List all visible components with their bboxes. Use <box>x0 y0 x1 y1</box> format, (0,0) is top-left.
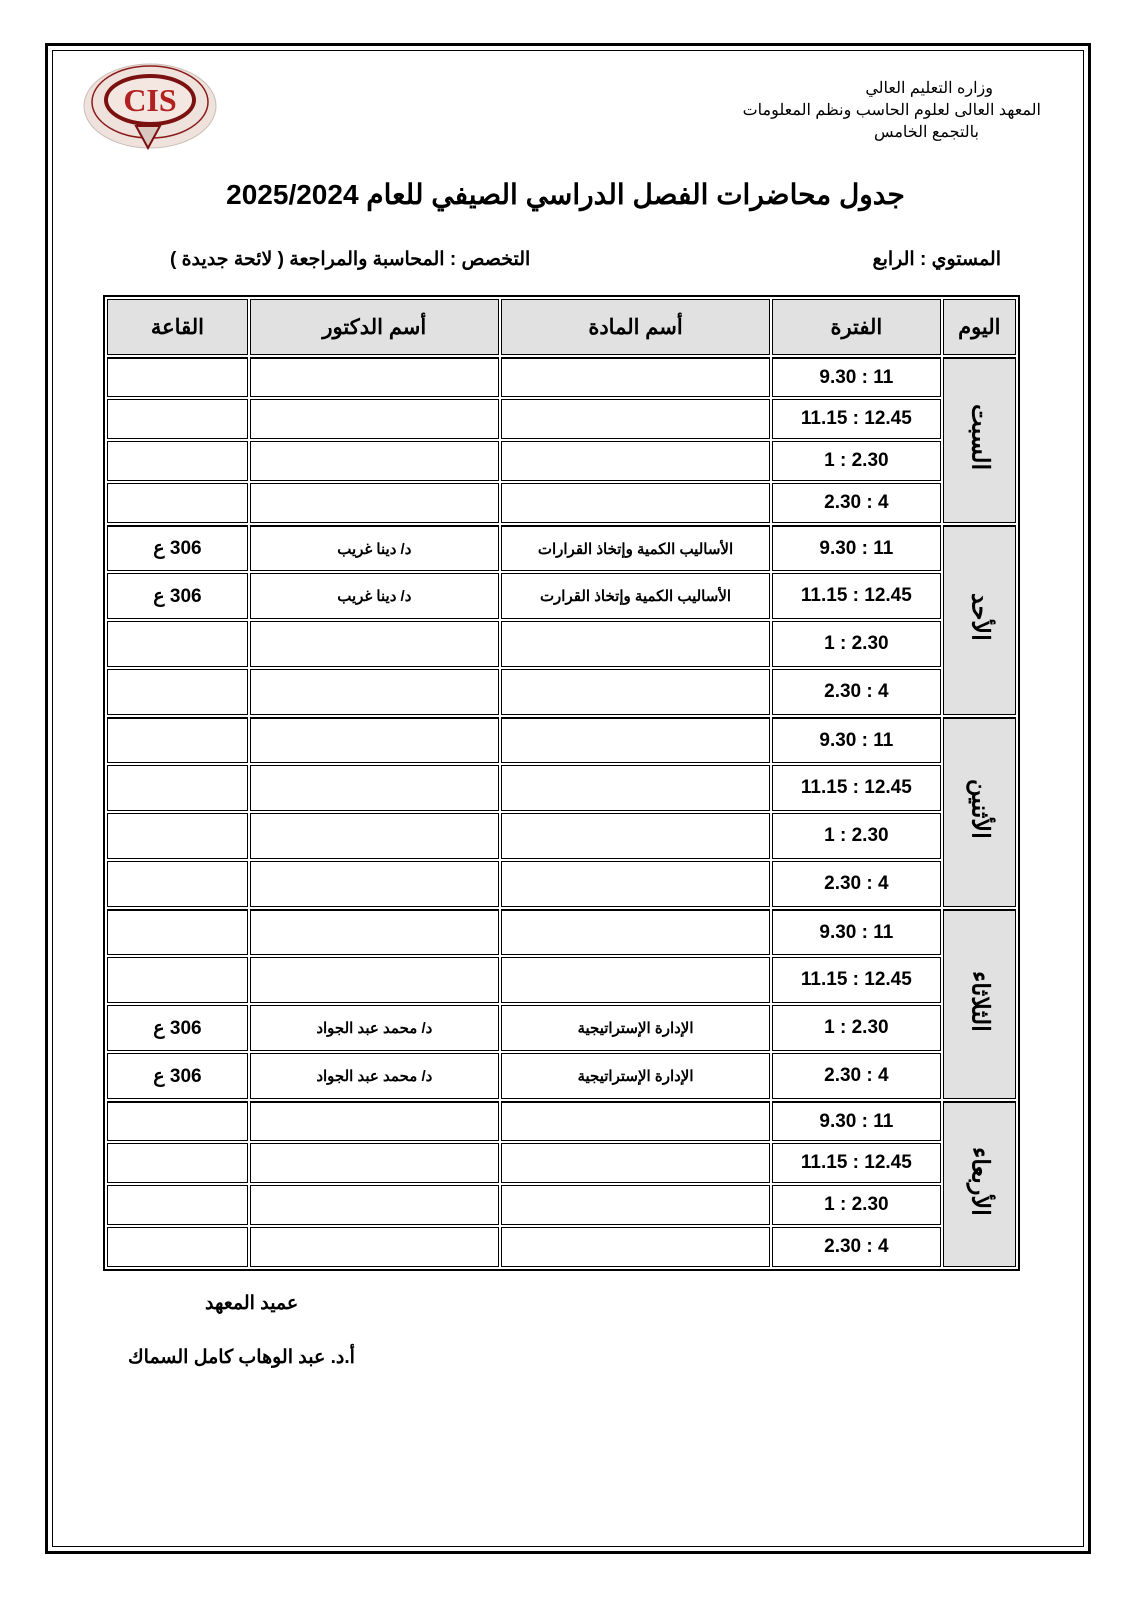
subject-cell <box>501 669 770 715</box>
table-row <box>107 813 1016 859</box>
doctor-cell <box>250 399 499 439</box>
period-cell: 11.15 : 12.45 <box>772 957 940 1003</box>
day-cell <box>943 357 1016 523</box>
period-cell: 9.30 : 11 <box>772 525 940 571</box>
doctor-cell <box>250 1101 499 1141</box>
room-cell <box>107 1143 248 1183</box>
dean-name: أ.د. عبد الوهاب كامل السماك <box>128 1347 355 1368</box>
doctor-cell <box>250 717 499 763</box>
doctor-cell <box>250 1143 499 1183</box>
room-cell <box>107 669 248 715</box>
period-cell: 1 : 2.30 <box>772 621 940 667</box>
dean-title: عميد المعهد <box>205 1293 299 1314</box>
period-cell: 9.30 : 11 <box>772 909 940 955</box>
doctor-cell: د/ محمد عبد الجواد <box>250 1005 499 1051</box>
subject-cell <box>501 957 770 1003</box>
day-label: الثلاثاء <box>966 970 994 1032</box>
period-cell: 2.30 : 4 <box>772 1053 940 1099</box>
doctor-cell: د/ دينا غريب <box>250 525 499 571</box>
period-cell: 1 : 2.30 <box>772 813 940 859</box>
room-cell <box>107 717 248 763</box>
table-row <box>107 1185 1016 1225</box>
day-cell <box>943 717 1016 907</box>
table-row <box>107 357 1016 397</box>
subject-cell <box>501 765 770 811</box>
subject-cell <box>501 813 770 859</box>
room-cell <box>107 813 248 859</box>
doctor-cell <box>250 621 499 667</box>
room-cell <box>107 1227 248 1267</box>
column-header-room: القاعة <box>107 299 248 355</box>
doctor-cell <box>250 441 499 481</box>
period-cell: 9.30 : 11 <box>772 357 940 397</box>
page-title: جدول محاضرات الفصل الدراسي الصيفي للعام 2025/2024 <box>226 179 905 210</box>
table-row <box>107 957 1016 1003</box>
room-cell <box>107 957 248 1003</box>
doctor-cell <box>250 957 499 1003</box>
table-row <box>107 1005 1016 1051</box>
specialization-label: التخصص : المحاسبة والمراجعة ( لائحة جديدة ) <box>170 249 531 270</box>
level-label: المستوي : الرابع <box>872 249 1001 270</box>
table-header-row <box>107 299 1016 355</box>
day-label: السبت <box>966 403 994 471</box>
room-cell <box>107 765 248 811</box>
doctor-cell <box>250 483 499 523</box>
subject-cell <box>501 1227 770 1267</box>
subject-cell <box>501 1101 770 1141</box>
subject-cell <box>501 483 770 523</box>
room-cell: 306 ع <box>107 525 248 571</box>
table-row <box>107 1143 1016 1183</box>
doctor-cell <box>250 765 499 811</box>
table-row <box>107 621 1016 667</box>
subject-cell <box>501 357 770 397</box>
subject-cell: الأساليب الكمية وإتخاذ القرارات <box>501 525 770 571</box>
room-cell: 306 ع <box>107 573 248 619</box>
period-cell: 9.30 : 11 <box>772 1101 940 1141</box>
period-cell: 11.15 : 12.45 <box>772 399 940 439</box>
day-label: الأحد <box>966 593 994 641</box>
doctor-cell <box>250 357 499 397</box>
subject-cell <box>501 909 770 955</box>
institution-header <box>743 78 1041 144</box>
subject-cell <box>501 621 770 667</box>
doctor-cell <box>250 669 499 715</box>
period-cell: 2.30 : 4 <box>772 861 940 907</box>
period-cell: 2.30 : 4 <box>772 1227 940 1267</box>
subject-cell <box>501 1143 770 1183</box>
table-row <box>107 573 1016 619</box>
day-cell <box>943 909 1016 1099</box>
column-header-day: اليوم <box>943 299 1016 355</box>
period-cell: 2.30 : 4 <box>772 483 940 523</box>
institute-logo <box>78 56 228 166</box>
logo-lettering: CIS <box>123 82 177 118</box>
table-row <box>107 909 1016 955</box>
table-row <box>107 669 1016 715</box>
column-header-doctor: أسم الدكتور <box>250 299 499 355</box>
table-row <box>107 1227 1016 1267</box>
subject-cell: الإدارة الإستراتيجية <box>501 1005 770 1051</box>
doctor-cell: د/ دينا غريب <box>250 573 499 619</box>
table-row <box>107 717 1016 763</box>
room-cell <box>107 1101 248 1141</box>
subject-cell: الأساليب الكمية وإتخاذ القرارت <box>501 573 770 619</box>
room-cell <box>107 441 248 481</box>
room-cell <box>107 861 248 907</box>
period-cell: 9.30 : 11 <box>772 717 940 763</box>
ministry-name: وزاره التعليم العالي <box>865 80 993 97</box>
period-cell: 11.15 : 12.45 <box>772 573 940 619</box>
doctor-cell <box>250 909 499 955</box>
table-row <box>107 765 1016 811</box>
table-row <box>107 1053 1016 1099</box>
doctor-cell <box>250 1185 499 1225</box>
institute-name: المعهد العالى لعلوم الحاسب ونظم المعلومات <box>742 102 1041 119</box>
period-cell: 1 : 2.30 <box>772 1185 940 1225</box>
room-cell <box>107 399 248 439</box>
institute-location: بالتجمع الخامس <box>873 124 979 141</box>
table-row <box>107 861 1016 907</box>
doctor-cell <box>250 1227 499 1267</box>
subject-cell <box>501 441 770 481</box>
room-cell <box>107 357 248 397</box>
table-row <box>107 483 1016 523</box>
subject-cell <box>501 399 770 439</box>
schedule-body <box>107 357 1016 1267</box>
subject-cell <box>501 861 770 907</box>
room-cell <box>107 483 248 523</box>
period-cell: 1 : 2.30 <box>772 1005 940 1051</box>
table-row <box>107 525 1016 571</box>
day-label: الأربعاء <box>966 1146 994 1216</box>
room-cell <box>107 909 248 955</box>
day-cell <box>943 525 1016 715</box>
table-row <box>107 441 1016 481</box>
column-header-subject: أسم المادة <box>501 299 770 355</box>
room-cell <box>107 1185 248 1225</box>
period-cell: 11.15 : 12.45 <box>772 1143 940 1183</box>
table-row <box>107 399 1016 439</box>
day-label: الأثنين <box>966 779 994 839</box>
room-cell: 306 ع <box>107 1005 248 1051</box>
doctor-cell <box>250 861 499 907</box>
period-cell: 11.15 : 12.45 <box>772 765 940 811</box>
subject-cell <box>501 717 770 763</box>
table-row <box>107 1101 1016 1141</box>
room-cell <box>107 621 248 667</box>
period-cell: 1 : 2.30 <box>772 441 940 481</box>
subject-cell <box>501 1185 770 1225</box>
room-cell: 306 ع <box>107 1053 248 1099</box>
schedule-table <box>103 295 1020 1271</box>
period-cell: 2.30 : 4 <box>772 669 940 715</box>
column-header-period: الفترة <box>772 299 940 355</box>
doctor-cell: د/ محمد عبد الجواد <box>250 1053 499 1099</box>
doctor-cell <box>250 813 499 859</box>
subject-cell: الإدارة الإستراتيجية <box>501 1053 770 1099</box>
day-cell <box>943 1101 1016 1267</box>
